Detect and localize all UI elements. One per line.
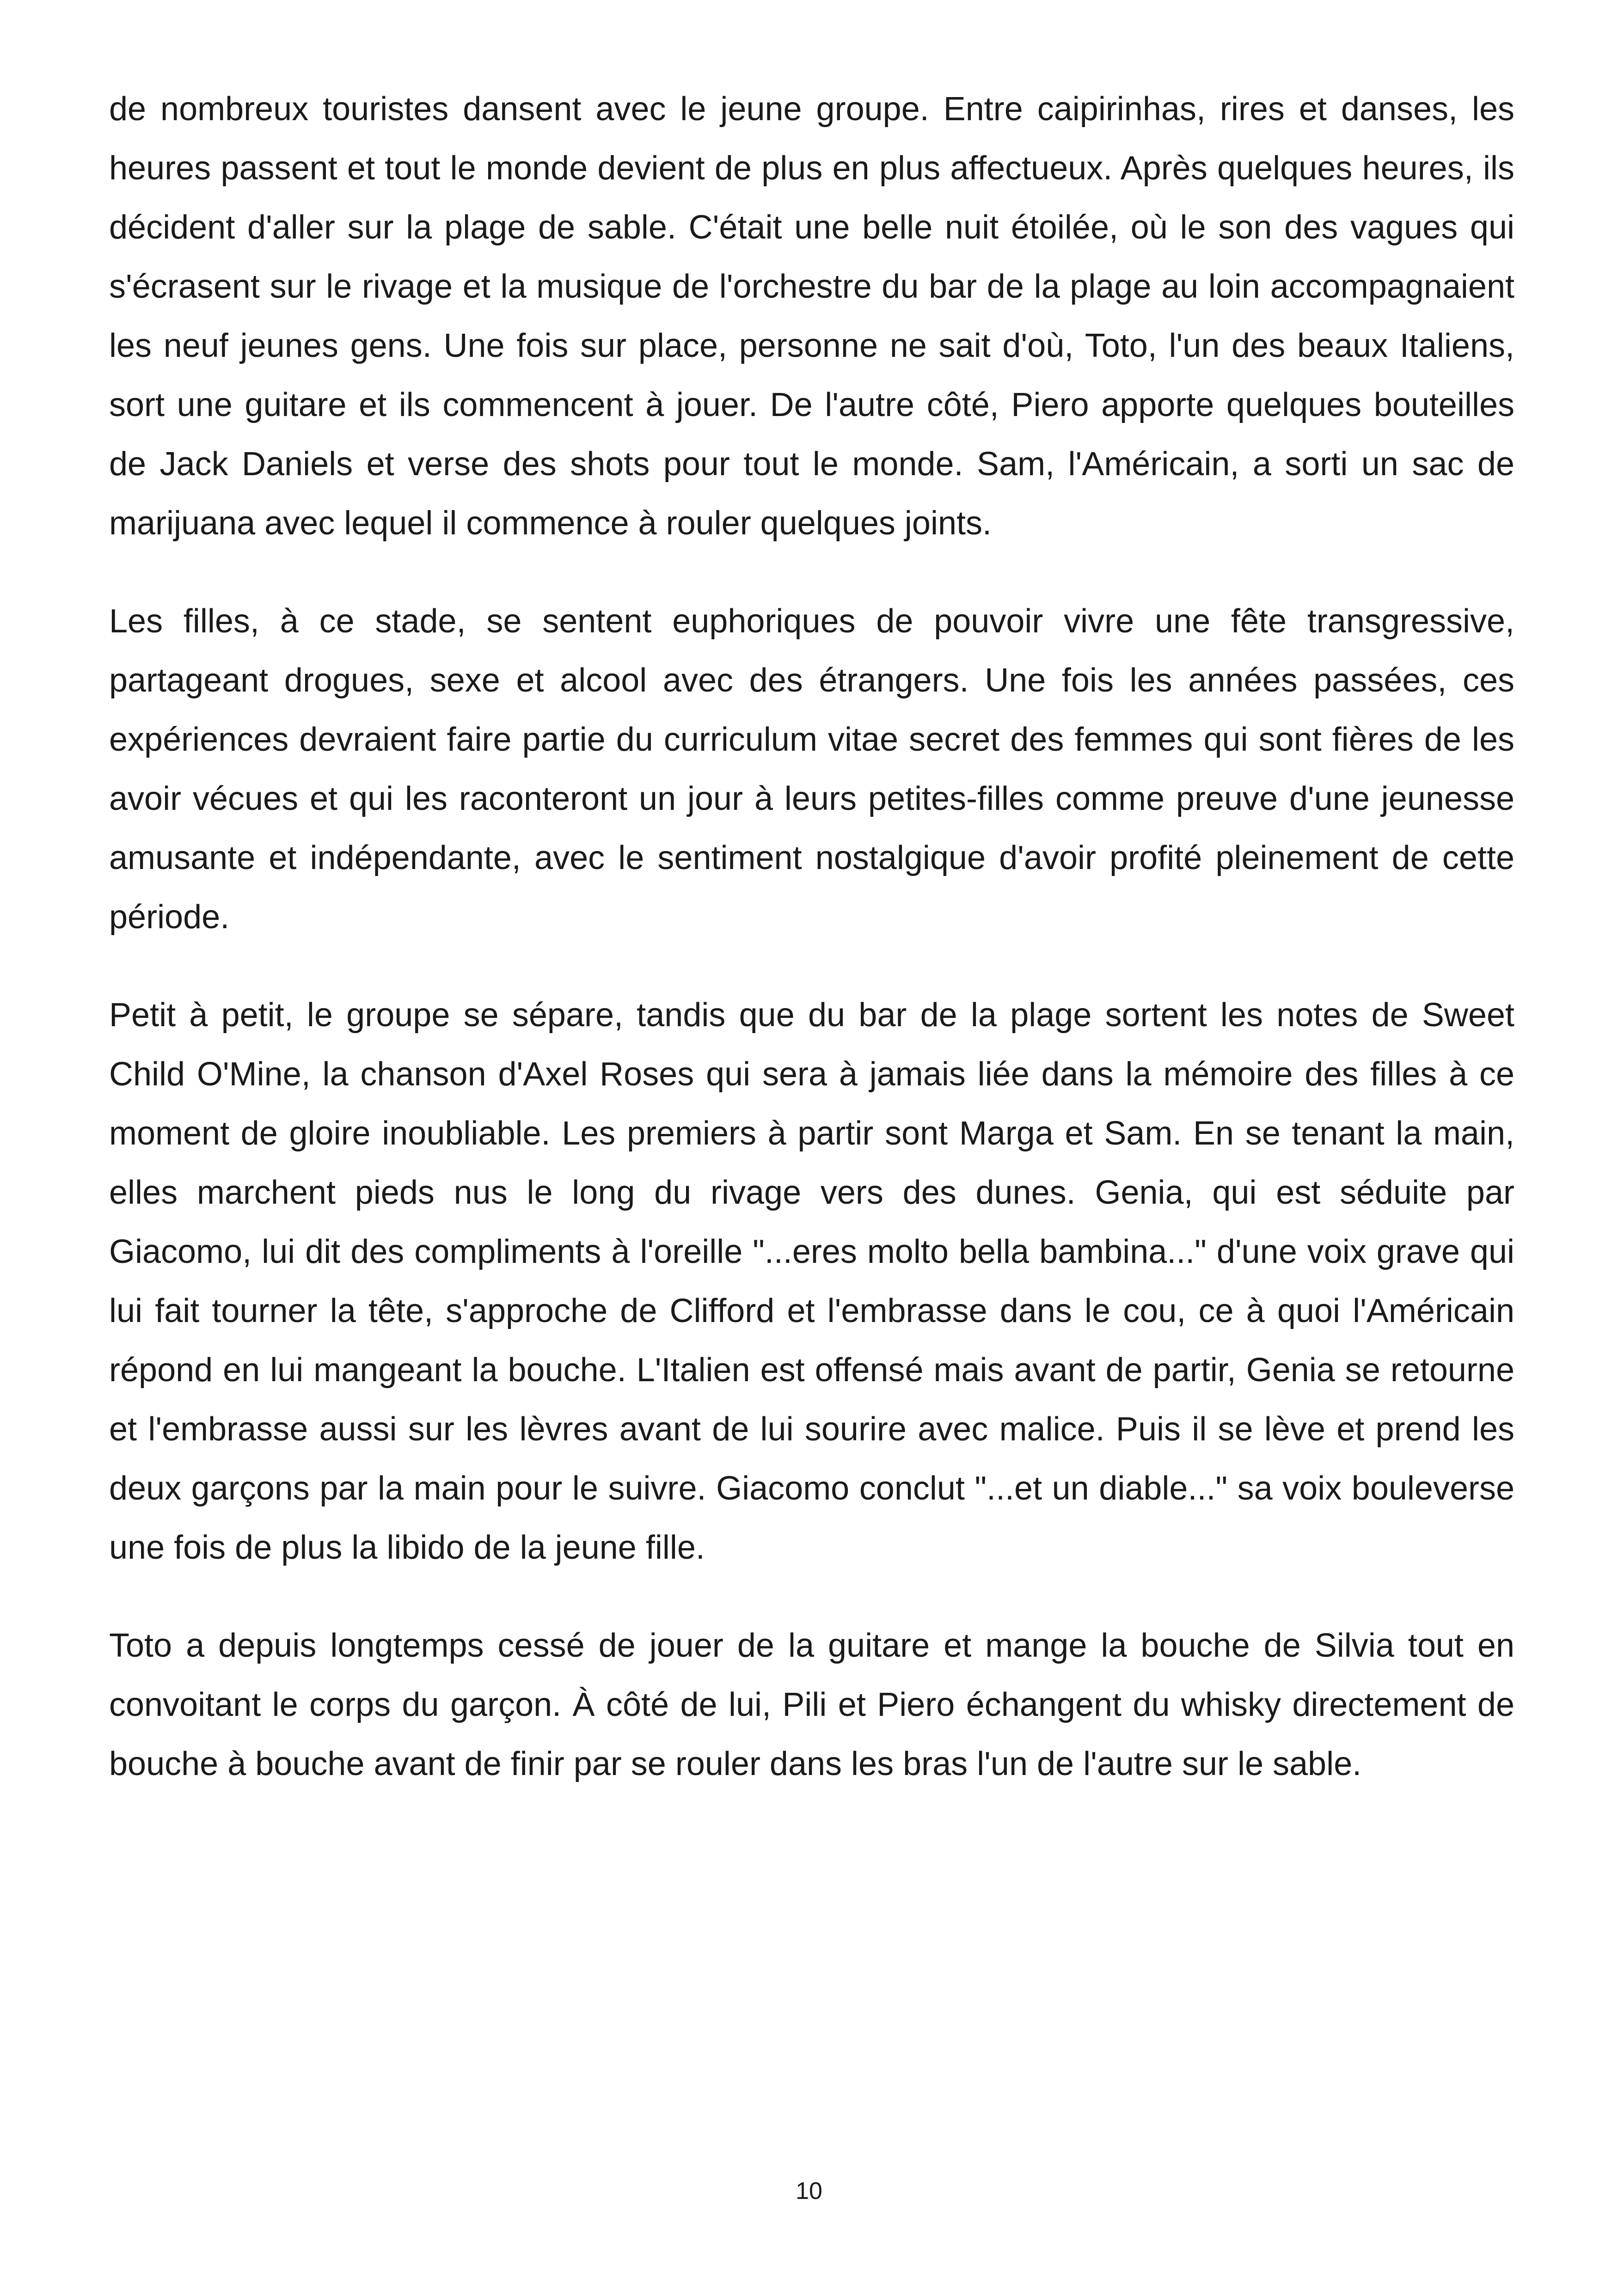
page-number: 10 <box>796 2178 822 2204</box>
paragraph-1: de nombreux touristes dansent avec le jeune groupe. Entre caipirinhas, rires et danses, les heures passent et tout le monde devient de plus en plus affectueux. Après quelques heures, ils décident d'aller sur la plage de sable. C'était une belle nuit étoilée, où le son des vagues qui s'écrasent sur le rivage et la musique de l'orchestre du bar de la plage au loin accompagnaient les neuf jeunes gens. Une fois sur place, personne ne sait d'où, Toto, l'un des beaux Italiens, sort une guitare et ils commencent à jouer. De l'autre côté, Piero apporte quelques bouteilles de Jack Daniels et verse des shots pour tout le monde. Sam, l'Américain, a sorti un sac de marijuana avec lequel il commence à rouler quelques joints. <box>109 91 1514 542</box>
paragraph-3: Petit à petit, le groupe se sépare, tandis que du bar de la plage sortent les notes de Sweet Child O'Mine, la chanson d'Axel Roses qui sera à jamais liée dans la mémoire des filles à ce moment de gloire inoubliable. Les premiers à partir sont Marga et Sam. En se tenant la main, elles marchent pieds nus le long du rivage vers des dunes. Genia, qui est séduite par Giacomo, lui dit des compliments à l'oreille "...eres molto bella bambina..." d'une voix grave qui lui fait tourner la tête, s'approche de Clifford et l'embrasse dans le cou, ce à quoi l'Américain répond en lui mangeant la bouche. L'Italien est offensé mais avant de partir, Genia se retourne et l'embrasse aussi sur les lèvres avant de lui sourire avec malice. Puis il se lève et prend les deux garçons par la main pour le suivre. Giacomo conclut "...et un diable..." sa voix bouleverse une fois de plus la libido de la jeune fille. <box>109 997 1514 1566</box>
paragraph-2: Les filles, à ce stade, se sentent euphoriques de pouvoir vivre une fête transgressive, partageant drogues, sexe et alcool avec des étrangers. Une fois les années passées, ces expériences devraient faire partie du curriculum vitae secret des femmes qui sont fières de les avoir vécues et qui les raconteront un jour à leurs petites-filles comme preuve d'une jeunesse amusante et indépendante, avec le sentiment nostalgique d'avoir profité pleinement de cette période. <box>109 603 1514 936</box>
paragraph-4: Toto a depuis longtemps cessé de jouer de la guitare et mange la bouche de Silvia tout en convoitant le corps du garçon. À côté de lui, Pili et Piero échangent du whisky directement de bouche à bouche avant de finir par se rouler dans les bras l'un de l'autre sur le sable. <box>109 1627 1514 1782</box>
body-text <box>109 80 1514 1794</box>
